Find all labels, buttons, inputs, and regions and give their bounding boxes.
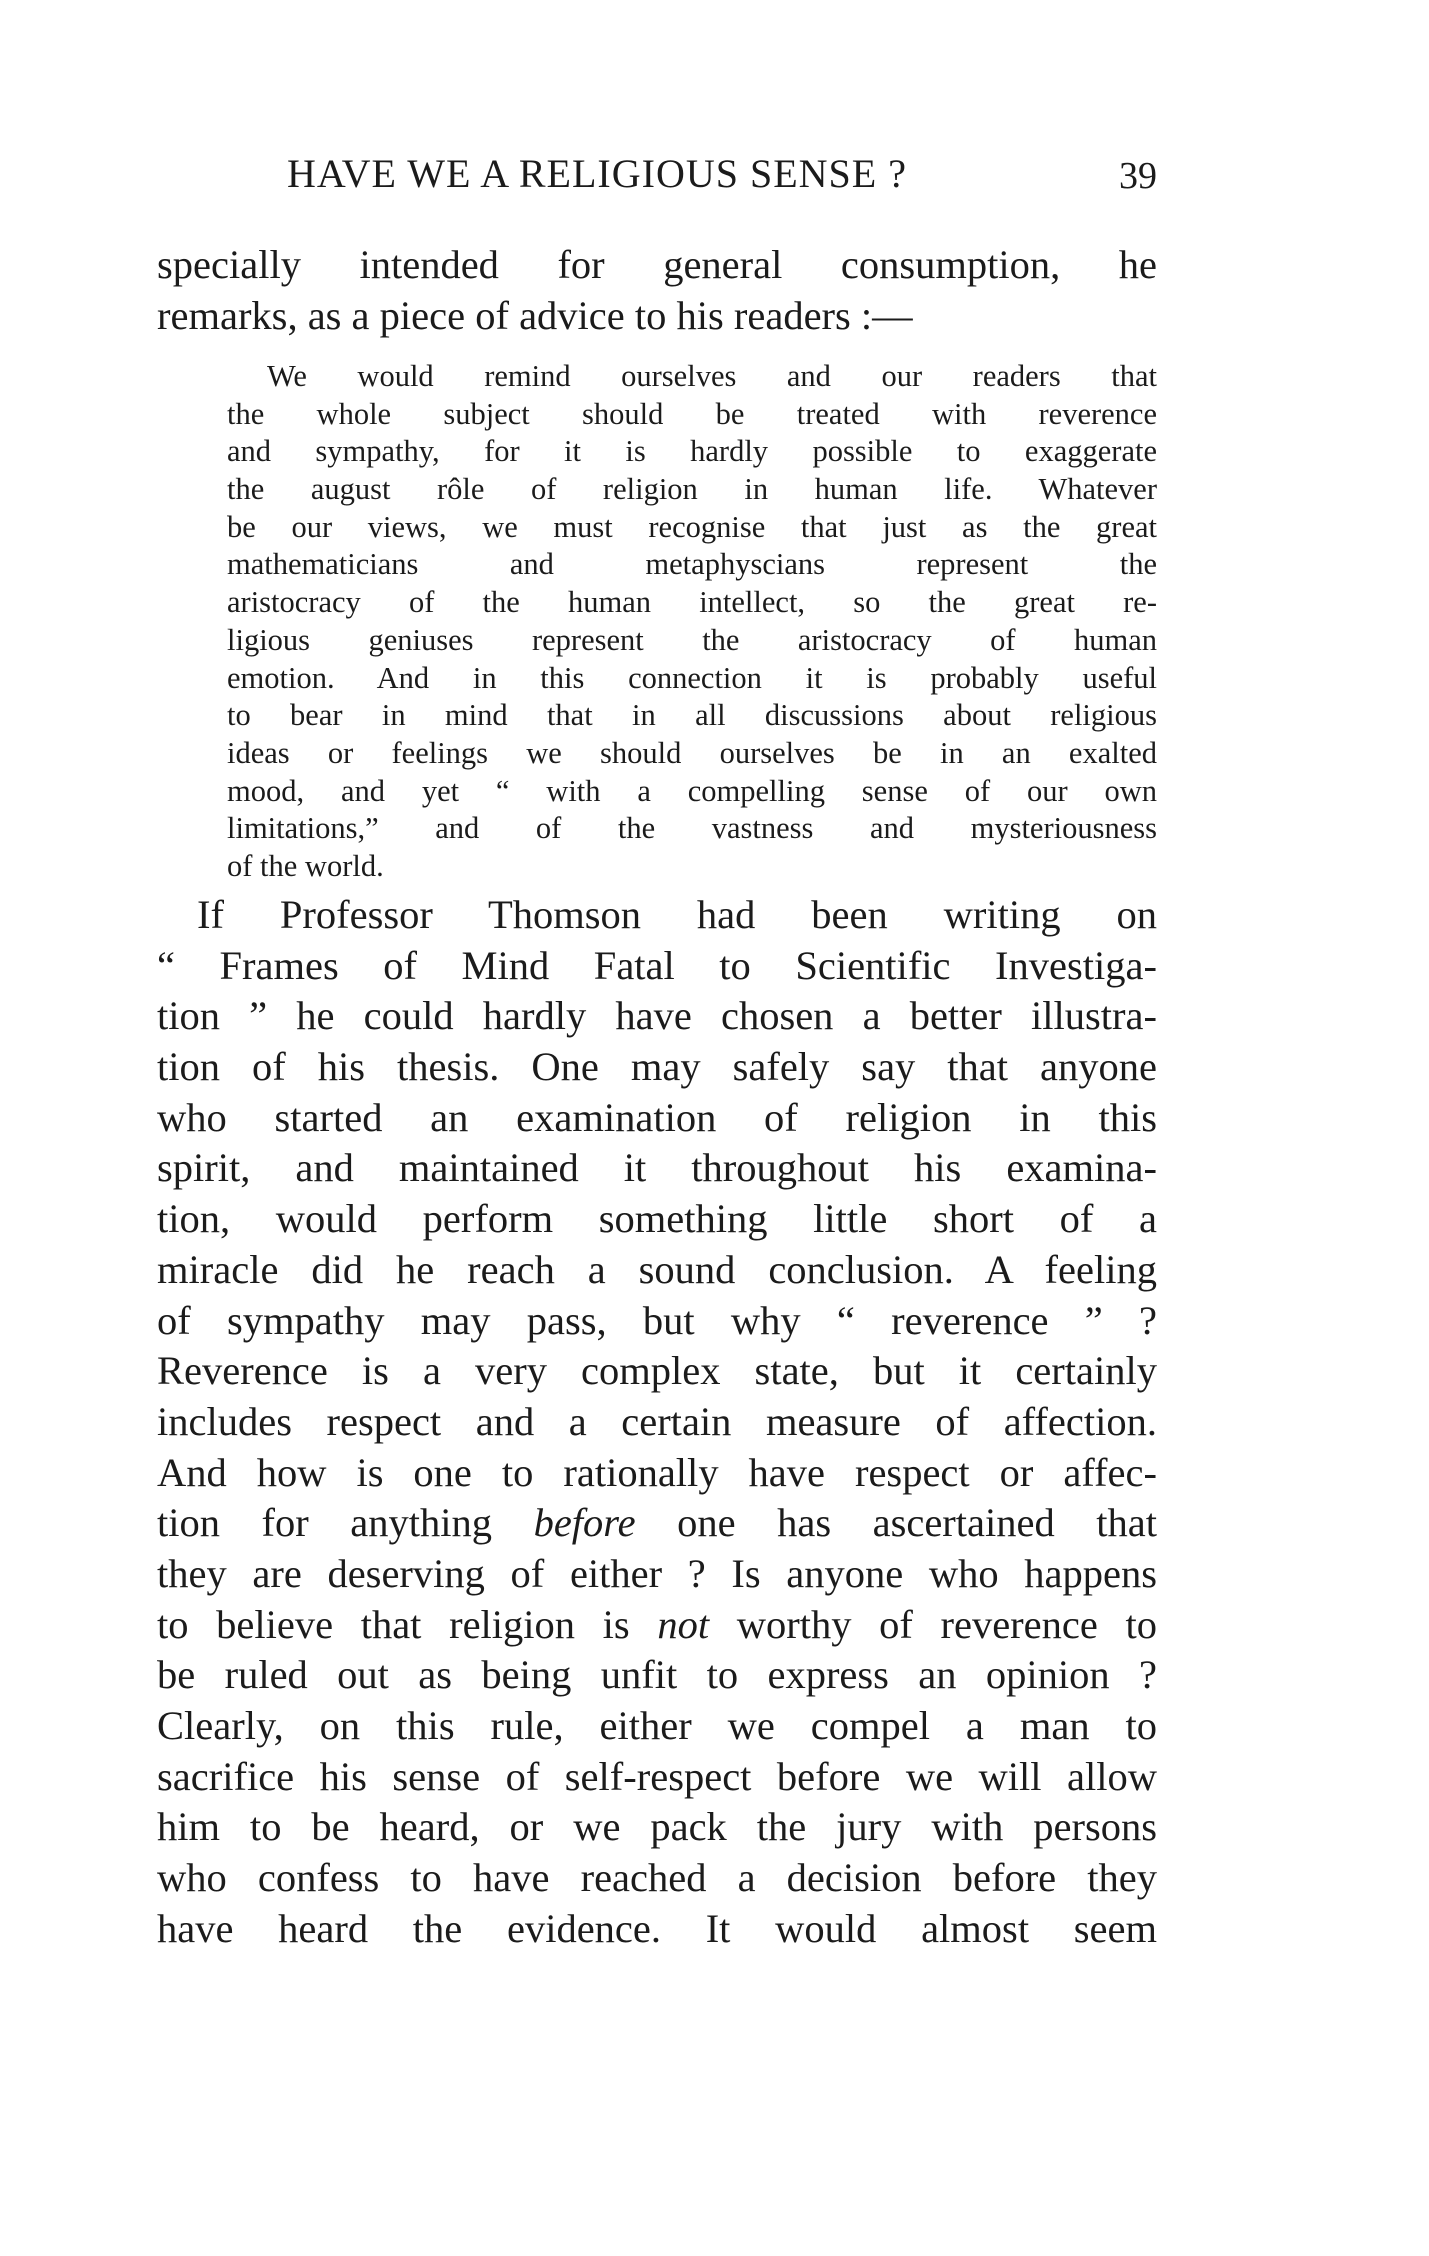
text-line: have heard the evidence. It would almost seem: [157, 1905, 1157, 1951]
quote-line: emotion. And in this connection it is probably useful: [227, 660, 1157, 695]
text-line: tion ” he could hardly have chosen a better illustra-: [157, 993, 1157, 1039]
quote-line: limitations,” and of the vastness and mysteriousness: [227, 811, 1157, 846]
italic-word: not: [657, 1601, 710, 1647]
running-title: HAVE WE A RELIGIOUS SENSE ?: [287, 151, 907, 196]
quote-line: aristocracy of the human intellect, so the great re-: [227, 585, 1157, 620]
quote-line: the august rôle of religion in human life. Whatever: [227, 472, 1157, 507]
quote-line: the whole subject should be treated with reverence: [227, 396, 1157, 431]
text-segment: worthy of reverence to: [736, 1601, 1157, 1647]
quote-line: ligious geniuses represent the aristocracy of human: [227, 622, 1157, 657]
text-line-with-italic: [157, 1498, 1157, 1549]
text-line: miracle did he reach a sound conclusion. A feeling: [157, 1246, 1157, 1292]
text-line: “ Frames of Mind Fatal to Scientific Investiga-: [157, 942, 1157, 988]
quote-line: mathematicians and metaphyscians represent the: [227, 547, 1157, 582]
paragraph-main: [157, 890, 1157, 1954]
quote-line: of the world.: [227, 848, 384, 883]
text-line: Reverence is a very complex state, but it certainly: [157, 1348, 1157, 1394]
text-line: includes respect and a certain measure of affection.: [157, 1398, 1157, 1444]
text-line-with-italic: [157, 1600, 1157, 1651]
text-line: of sympathy may pass, but why “ reverence ” ?: [157, 1297, 1157, 1343]
quote-line: and sympathy, for it is hardly possible to exaggerate: [227, 434, 1157, 469]
quote-line: be our views, we must recognise that just as the great: [227, 509, 1157, 544]
italic-word: before: [533, 1500, 636, 1546]
block-quote: [227, 358, 1157, 886]
paragraph-intro: [157, 240, 1157, 341]
text-line: him to be heard, or we pack the jury with persons: [157, 1804, 1157, 1850]
text-line: spirit, and maintained it throughout his examina-: [157, 1145, 1157, 1191]
text-line: If Professor Thomson had been writing on: [197, 892, 1157, 937]
quote-line: We would remind ourselves and our readers that: [267, 359, 1157, 393]
text-line: be ruled out as being unfit to express an opinion ?: [157, 1652, 1157, 1698]
quote-line: to bear in mind that in all discussions about religious: [227, 698, 1157, 733]
book-page: [157, 0, 1157, 2256]
text-line: specially intended for general consumption, he: [157, 242, 1157, 287]
text-line: Clearly, on this rule, either we compel a man to: [157, 1703, 1157, 1748]
page-number: 39: [1119, 155, 1157, 197]
text-line: remarks, as a piece of advice to his readers :—: [157, 292, 913, 338]
text-line: who started an examination of religion in this: [157, 1094, 1157, 1140]
quote-line: ideas or feelings we should ourselves be in an exalted: [227, 735, 1157, 770]
running-head: [157, 150, 1157, 200]
text-line: tion of his thesis. One may safely say that anyone: [157, 1044, 1157, 1090]
text-segment: one has ascertained that: [677, 1500, 1158, 1546]
text-line: tion, would perform something little short of a: [157, 1196, 1157, 1242]
text-segment: to believe that religion is: [157, 1601, 630, 1647]
text-line: who confess to have reached a decision before they: [157, 1855, 1157, 1901]
text-line: sacrifice his sense of self-respect before we will allow: [157, 1753, 1157, 1799]
text-line: And how is one to rationally have respect or affec-: [157, 1449, 1157, 1495]
text-segment: tion for anything: [157, 1500, 493, 1546]
text-line: they are deserving of either ? Is anyone who happens: [157, 1550, 1157, 1596]
quote-line: mood, and yet “ with a compelling sense of our own: [227, 773, 1157, 808]
